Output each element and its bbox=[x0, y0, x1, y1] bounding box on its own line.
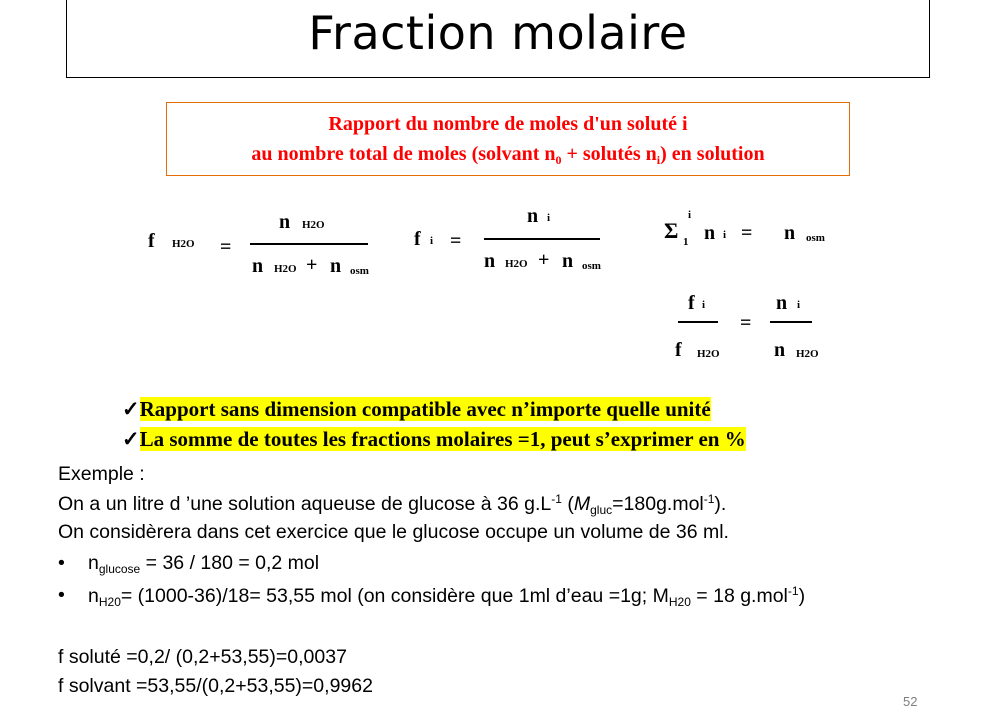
subscript: i bbox=[656, 153, 661, 167]
f-solvant-line: f solvant =53,55/(0,2+53,55)=0,9962 bbox=[58, 675, 373, 697]
formula-symbol: f bbox=[414, 228, 421, 250]
fraction-bar bbox=[484, 238, 600, 240]
formula-subscript: i bbox=[723, 229, 727, 241]
check-text: La somme de toutes les fractions molaires =1, peut s’exprimer en % bbox=[139, 427, 746, 451]
fraction-bar bbox=[770, 321, 812, 323]
definition-text: au nombre total de moles (solvant n bbox=[251, 143, 556, 165]
bullet-item-1 bbox=[88, 552, 319, 576]
example-text: ). bbox=[714, 493, 727, 515]
example-heading: Exemple : bbox=[58, 463, 145, 485]
formula-subscript: osm bbox=[350, 265, 369, 277]
definition-text: + solutés n bbox=[561, 143, 657, 165]
formula-equals: = bbox=[220, 236, 232, 258]
superscript: -1 bbox=[787, 584, 799, 598]
check-icon: ✓ bbox=[122, 397, 140, 421]
formula-equals: = bbox=[450, 230, 462, 252]
formula-subscript: i bbox=[797, 299, 801, 311]
superscript: -1 bbox=[551, 492, 562, 506]
formula-symbol: n bbox=[330, 255, 342, 277]
formula-subscript: H2O bbox=[274, 263, 297, 275]
example-text: = 18 g.mol bbox=[690, 585, 788, 607]
formula-symbol: f bbox=[675, 339, 682, 361]
formula-symbol: n bbox=[774, 339, 786, 361]
check-item-1 bbox=[122, 397, 711, 422]
formula-plus: + bbox=[306, 254, 318, 276]
example-text: = (1000-36)/18= 53,55 mol (on considère que 1ml d’eau =1g; M bbox=[120, 585, 669, 607]
formula-symbol: n bbox=[252, 255, 264, 277]
example-text: =180g.mol bbox=[612, 493, 704, 515]
sigma-symbol: Σ bbox=[664, 218, 679, 243]
formula-symbol: f bbox=[148, 230, 155, 252]
formula-plus: + bbox=[538, 249, 550, 271]
slide-title: Fraction molaire bbox=[308, 6, 688, 60]
formula-superscript: i bbox=[688, 209, 692, 221]
formula-symbol: n bbox=[776, 292, 788, 314]
formula-symbol: n bbox=[279, 211, 291, 233]
example-line-1 bbox=[58, 492, 726, 517]
fraction-bar bbox=[678, 321, 718, 323]
formula-symbol: n bbox=[562, 250, 574, 272]
formula-subscript: i bbox=[547, 212, 551, 224]
formula-symbol: n bbox=[784, 222, 796, 244]
subscript: 0 bbox=[555, 153, 562, 167]
definition-line-2 bbox=[167, 139, 849, 175]
formula-symbol: n bbox=[704, 222, 716, 244]
page-number: 52 bbox=[903, 694, 918, 709]
definition-text: ) en solution bbox=[660, 143, 765, 165]
bullet-icon: • bbox=[58, 552, 65, 574]
f-solute-line: f soluté =0,2/ (0,2+53,55)=0,0037 bbox=[58, 646, 347, 668]
example-text: n bbox=[88, 585, 99, 607]
subscript: glucose bbox=[98, 562, 141, 576]
formula-subscript: osm bbox=[806, 232, 825, 244]
check-item-2 bbox=[122, 427, 746, 452]
check-text: Rapport sans dimension compatible avec n’importe quelle unité bbox=[139, 397, 711, 421]
example-line-2: On considèrera dans cet exercice que le glucose occupe un volume de 36 ml. bbox=[58, 521, 729, 543]
formula-subscript: H2O bbox=[302, 219, 325, 231]
example-text: ) bbox=[798, 585, 806, 607]
subscript: H20 bbox=[98, 595, 121, 609]
example-text: On a un litre d ’une solution aqueuse de glucose à 36 g.L bbox=[58, 493, 552, 515]
example-text: ( bbox=[561, 493, 574, 515]
definition-box bbox=[166, 102, 850, 176]
subscript: H20 bbox=[668, 595, 691, 609]
superscript: -1 bbox=[703, 492, 715, 506]
formula-symbol: n bbox=[484, 250, 496, 272]
formula-subscript: osm bbox=[582, 260, 601, 272]
formula-subscript: i bbox=[430, 235, 434, 247]
formula-subscript: H2O bbox=[505, 258, 528, 270]
formula-equals: = bbox=[740, 312, 752, 334]
formula-equals: = bbox=[741, 222, 753, 244]
subscript: gluc bbox=[590, 503, 613, 517]
formula-symbol: n bbox=[527, 205, 539, 227]
formula-subscript: 1 bbox=[683, 236, 689, 248]
example-symbol: M bbox=[573, 493, 591, 515]
formula-subscript: H2O bbox=[796, 348, 819, 360]
formula-symbol: f bbox=[688, 292, 695, 314]
formula-subscript: H2O bbox=[697, 348, 720, 360]
title-box bbox=[66, 0, 930, 78]
fraction-bar bbox=[250, 243, 368, 245]
bullet-item-2 bbox=[88, 584, 805, 609]
check-icon: ✓ bbox=[122, 427, 140, 451]
formula-subscript: H2O bbox=[172, 238, 195, 250]
bullet-icon: • bbox=[58, 584, 65, 606]
example-text: = 36 / 180 = 0,2 mol bbox=[140, 552, 320, 574]
definition-line-1: Rapport du nombre de moles d'un soluté i bbox=[328, 113, 688, 135]
formula-subscript: i bbox=[702, 299, 706, 311]
example-text: n bbox=[88, 552, 99, 574]
